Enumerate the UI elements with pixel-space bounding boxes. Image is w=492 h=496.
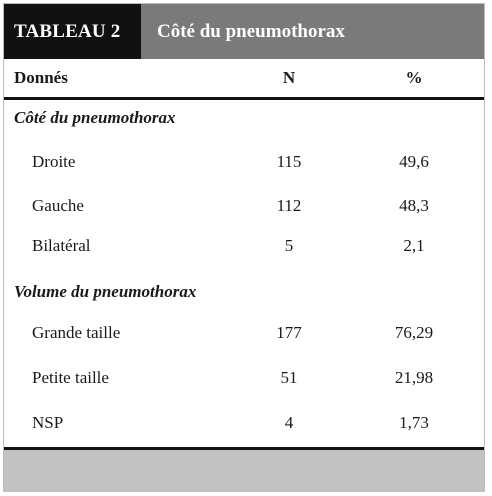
row-n: 51 bbox=[280, 368, 298, 387]
row-n: 4 bbox=[284, 413, 294, 432]
row-label: Droite bbox=[32, 152, 76, 171]
row-percent: 76,29 bbox=[394, 323, 434, 342]
row-percent: 21,98 bbox=[394, 368, 434, 387]
section-title-volume: Volume du pneumothorax bbox=[14, 282, 197, 301]
row-n: 177 bbox=[276, 323, 302, 342]
table-title-bar bbox=[4, 4, 484, 59]
row-n: 115 bbox=[276, 152, 302, 171]
row-percent: 49,6 bbox=[399, 152, 429, 171]
table-frame bbox=[3, 3, 485, 492]
row-label: Grande taille bbox=[32, 323, 121, 342]
row-label: Bilatéral bbox=[32, 236, 91, 255]
table-header-row bbox=[4, 59, 484, 100]
header-n: N bbox=[282, 68, 296, 87]
table-row bbox=[4, 363, 484, 393]
table-row bbox=[4, 318, 484, 348]
table-footer-bar bbox=[4, 450, 484, 491]
row-percent: 1,73 bbox=[399, 413, 429, 432]
table-row bbox=[4, 408, 484, 438]
section-title-cote: Côté du pneumothorax bbox=[14, 108, 176, 127]
table-row bbox=[4, 191, 484, 221]
row-percent: 2,1 bbox=[403, 236, 425, 255]
table-number-label: TABLEAU 2 bbox=[4, 4, 141, 59]
header-percent: % bbox=[405, 68, 423, 87]
row-n: 5 bbox=[284, 236, 294, 255]
header-donnes: Donnés bbox=[14, 68, 68, 87]
row-percent: 48,3 bbox=[399, 196, 429, 215]
table-row bbox=[4, 147, 484, 177]
row-label: Petite taille bbox=[32, 368, 109, 387]
table-title: Côté du pneumothorax bbox=[157, 21, 345, 42]
row-label: NSP bbox=[32, 413, 64, 432]
table-row bbox=[4, 231, 484, 261]
row-n: 112 bbox=[276, 196, 302, 215]
row-label: Gauche bbox=[32, 196, 84, 215]
